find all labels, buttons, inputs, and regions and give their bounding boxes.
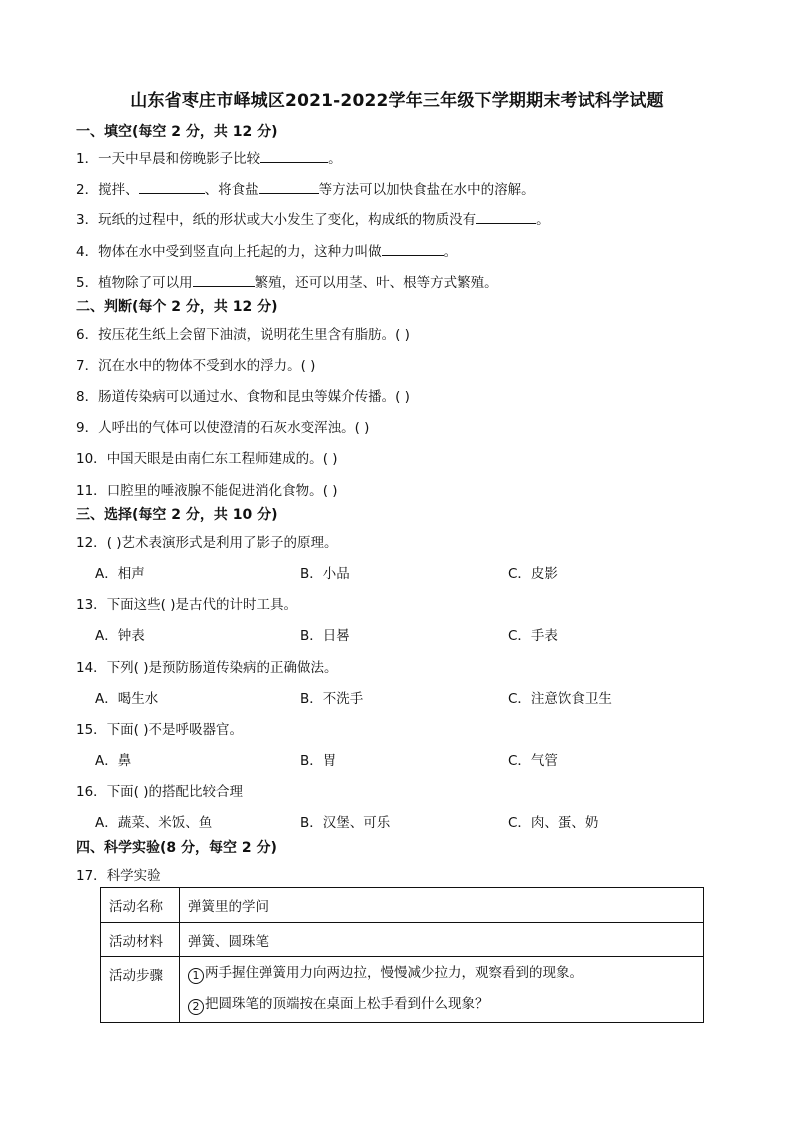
question-text: 玩纸的过程中，纸的形状或大小发生了变化，构成纸的物质没有 <box>98 212 477 228</box>
question-6 <box>76 323 410 343</box>
question-text: 下面( )不是呼吸器官。 <box>106 722 244 738</box>
question-11 <box>76 479 338 499</box>
question-text: ( )艺术表演形式是利用了影子的原理。 <box>106 535 338 551</box>
question-13 <box>76 593 297 613</box>
table-row <box>101 888 704 923</box>
question-5 <box>76 271 498 291</box>
question-text: 物体在水中受到竖直向上托起的力，这种力叫做 <box>98 244 382 260</box>
option-c[interactable]: C．肉、蛋、奶 <box>508 815 599 831</box>
table-label: 活动步骤 <box>101 957 180 1023</box>
question-4 <box>76 240 457 260</box>
question-text: 下列( )是预防肠道传染病的正确做法。 <box>106 660 338 676</box>
question-number: 3． <box>76 212 99 228</box>
question-text: 搅拌、 <box>98 182 139 198</box>
question-number: 4． <box>76 244 99 260</box>
question-text: 繁殖，还可以用茎、叶、根等方式繁殖。 <box>254 275 498 291</box>
question-12 <box>76 531 338 551</box>
question-number: 11． <box>76 483 107 499</box>
table-value: 弹簧、圆珠笔 <box>180 923 704 957</box>
section-experiment-heading: 四、科学实验(8 分，每空 2 分) <box>76 840 277 856</box>
option-b[interactable]: B．不洗手 <box>300 691 364 707</box>
question-text: 中国天眼是由南仁东工程师建成的。 <box>106 451 323 467</box>
question-number: 2． <box>76 182 99 198</box>
step-1 <box>188 958 695 989</box>
table-value: 弹簧里的学问 <box>180 888 704 923</box>
answer-paren[interactable]: ( ) <box>354 420 370 436</box>
question-number: 17． <box>76 868 107 884</box>
option-c[interactable]: C．气管 <box>508 753 558 769</box>
question-1 <box>76 147 342 167</box>
question-number: 13． <box>76 597 107 613</box>
step-text: 把圆珠笔的顶端按在桌面上松手看到什么现象？ <box>205 996 489 1012</box>
option-c[interactable]: C．注意饮食卫生 <box>508 691 612 707</box>
section-choice-heading: 三、选择(每空 2 分，共 10 分) <box>76 507 278 523</box>
question-text: 等方法可以加快食盐在水中的溶解。 <box>318 182 535 198</box>
experiment-table <box>100 887 704 1023</box>
option-a[interactable]: A．蔬菜、米饭、鱼 <box>95 815 213 831</box>
question-text: 沉在水中的物体不受到水的浮力。 <box>98 358 301 374</box>
question-number: 15． <box>76 722 107 738</box>
circled-number-2: 2 <box>188 999 204 1015</box>
answer-paren[interactable]: ( ) <box>395 389 410 405</box>
option-a[interactable]: A．钟表 <box>95 628 145 644</box>
question-text: 一天中早晨和傍晚影子比较 <box>98 151 261 167</box>
option-c[interactable]: C．皮影 <box>508 566 558 582</box>
question-number: 8． <box>76 389 99 405</box>
question-14 <box>76 656 338 676</box>
answer-paren[interactable]: ( ) <box>322 451 338 467</box>
question-number: 9． <box>76 420 99 436</box>
question-text: 人呼出的气体可以使澄清的石灰水变浑浊。 <box>98 420 355 436</box>
option-a[interactable]: A．相声 <box>95 566 145 582</box>
option-b[interactable]: B．胃 <box>300 753 337 769</box>
step-2 <box>188 989 695 1020</box>
option-c[interactable]: C．手表 <box>508 628 558 644</box>
question-7 <box>76 354 315 374</box>
table-row <box>101 923 704 957</box>
table-label: 活动材料 <box>101 923 180 957</box>
option-a[interactable]: A．喝生水 <box>95 691 159 707</box>
question-text: 下面( )的搭配比较合理 <box>106 784 244 800</box>
question-10 <box>76 447 338 467</box>
question-number: 12． <box>76 535 107 551</box>
step-text: 两手握住弹簧用力向两边拉，慢慢减少拉力，观察看到的现象。 <box>205 965 583 981</box>
question-number: 14． <box>76 660 107 676</box>
question-text: 科学实验 <box>106 868 161 884</box>
question-17 <box>76 864 161 884</box>
question-8 <box>76 385 410 405</box>
option-b[interactable]: B．小品 <box>300 566 350 582</box>
question-number: 10． <box>76 451 107 467</box>
table-value <box>180 957 704 1023</box>
answer-blank[interactable] <box>139 192 205 194</box>
question-text: 肠道传染病可以通过水、食物和昆虫等媒介传播。 <box>98 389 396 405</box>
answer-blank[interactable] <box>259 192 319 194</box>
circled-number-1: 1 <box>188 968 204 984</box>
question-text: 。 <box>536 212 550 228</box>
question-text: 。 <box>328 151 342 167</box>
option-b[interactable]: B．汉堡、可乐 <box>300 815 391 831</box>
question-number: 7． <box>76 358 99 374</box>
table-row <box>101 957 704 1023</box>
answer-paren[interactable]: ( ) <box>395 327 410 343</box>
question-number: 5． <box>76 275 99 291</box>
question-number: 16． <box>76 784 107 800</box>
question-2 <box>76 178 535 198</box>
option-b[interactable]: B．日晷 <box>300 628 350 644</box>
section-judge-heading: 二、判断(每个 2 分，共 12 分) <box>76 299 278 315</box>
question-16 <box>76 780 243 800</box>
answer-blank[interactable] <box>193 285 255 287</box>
page-title: 山东省枣庄市峄城区2021-2022学年三年级下学期期末考试科学试题 <box>130 91 664 111</box>
option-a[interactable]: A．鼻 <box>95 753 132 769</box>
answer-paren[interactable]: ( ) <box>322 483 338 499</box>
question-number: 6． <box>76 327 99 343</box>
table-label: 活动名称 <box>101 888 180 923</box>
question-text: 。 <box>443 244 458 260</box>
question-text: 口腔里的唾液腺不能促进消化食物。 <box>106 483 323 499</box>
answer-blank[interactable] <box>382 254 444 256</box>
answer-blank[interactable] <box>476 222 536 224</box>
section-fill-heading: 一、填空(每空 2 分，共 12 分) <box>76 124 278 140</box>
question-3 <box>76 208 550 228</box>
question-number: 1． <box>76 151 99 167</box>
question-text: 、将食盐 <box>204 182 259 198</box>
question-9 <box>76 416 369 436</box>
answer-blank[interactable] <box>260 161 328 163</box>
question-text: 下面这些( )是古代的计时工具。 <box>106 597 298 613</box>
answer-paren[interactable]: ( ) <box>300 358 316 374</box>
question-text: 植物除了可以用 <box>98 275 193 291</box>
question-text: 按压花生纸上会留下油渍，说明花生里含有脂肪。 <box>98 327 396 343</box>
question-15 <box>76 718 243 738</box>
